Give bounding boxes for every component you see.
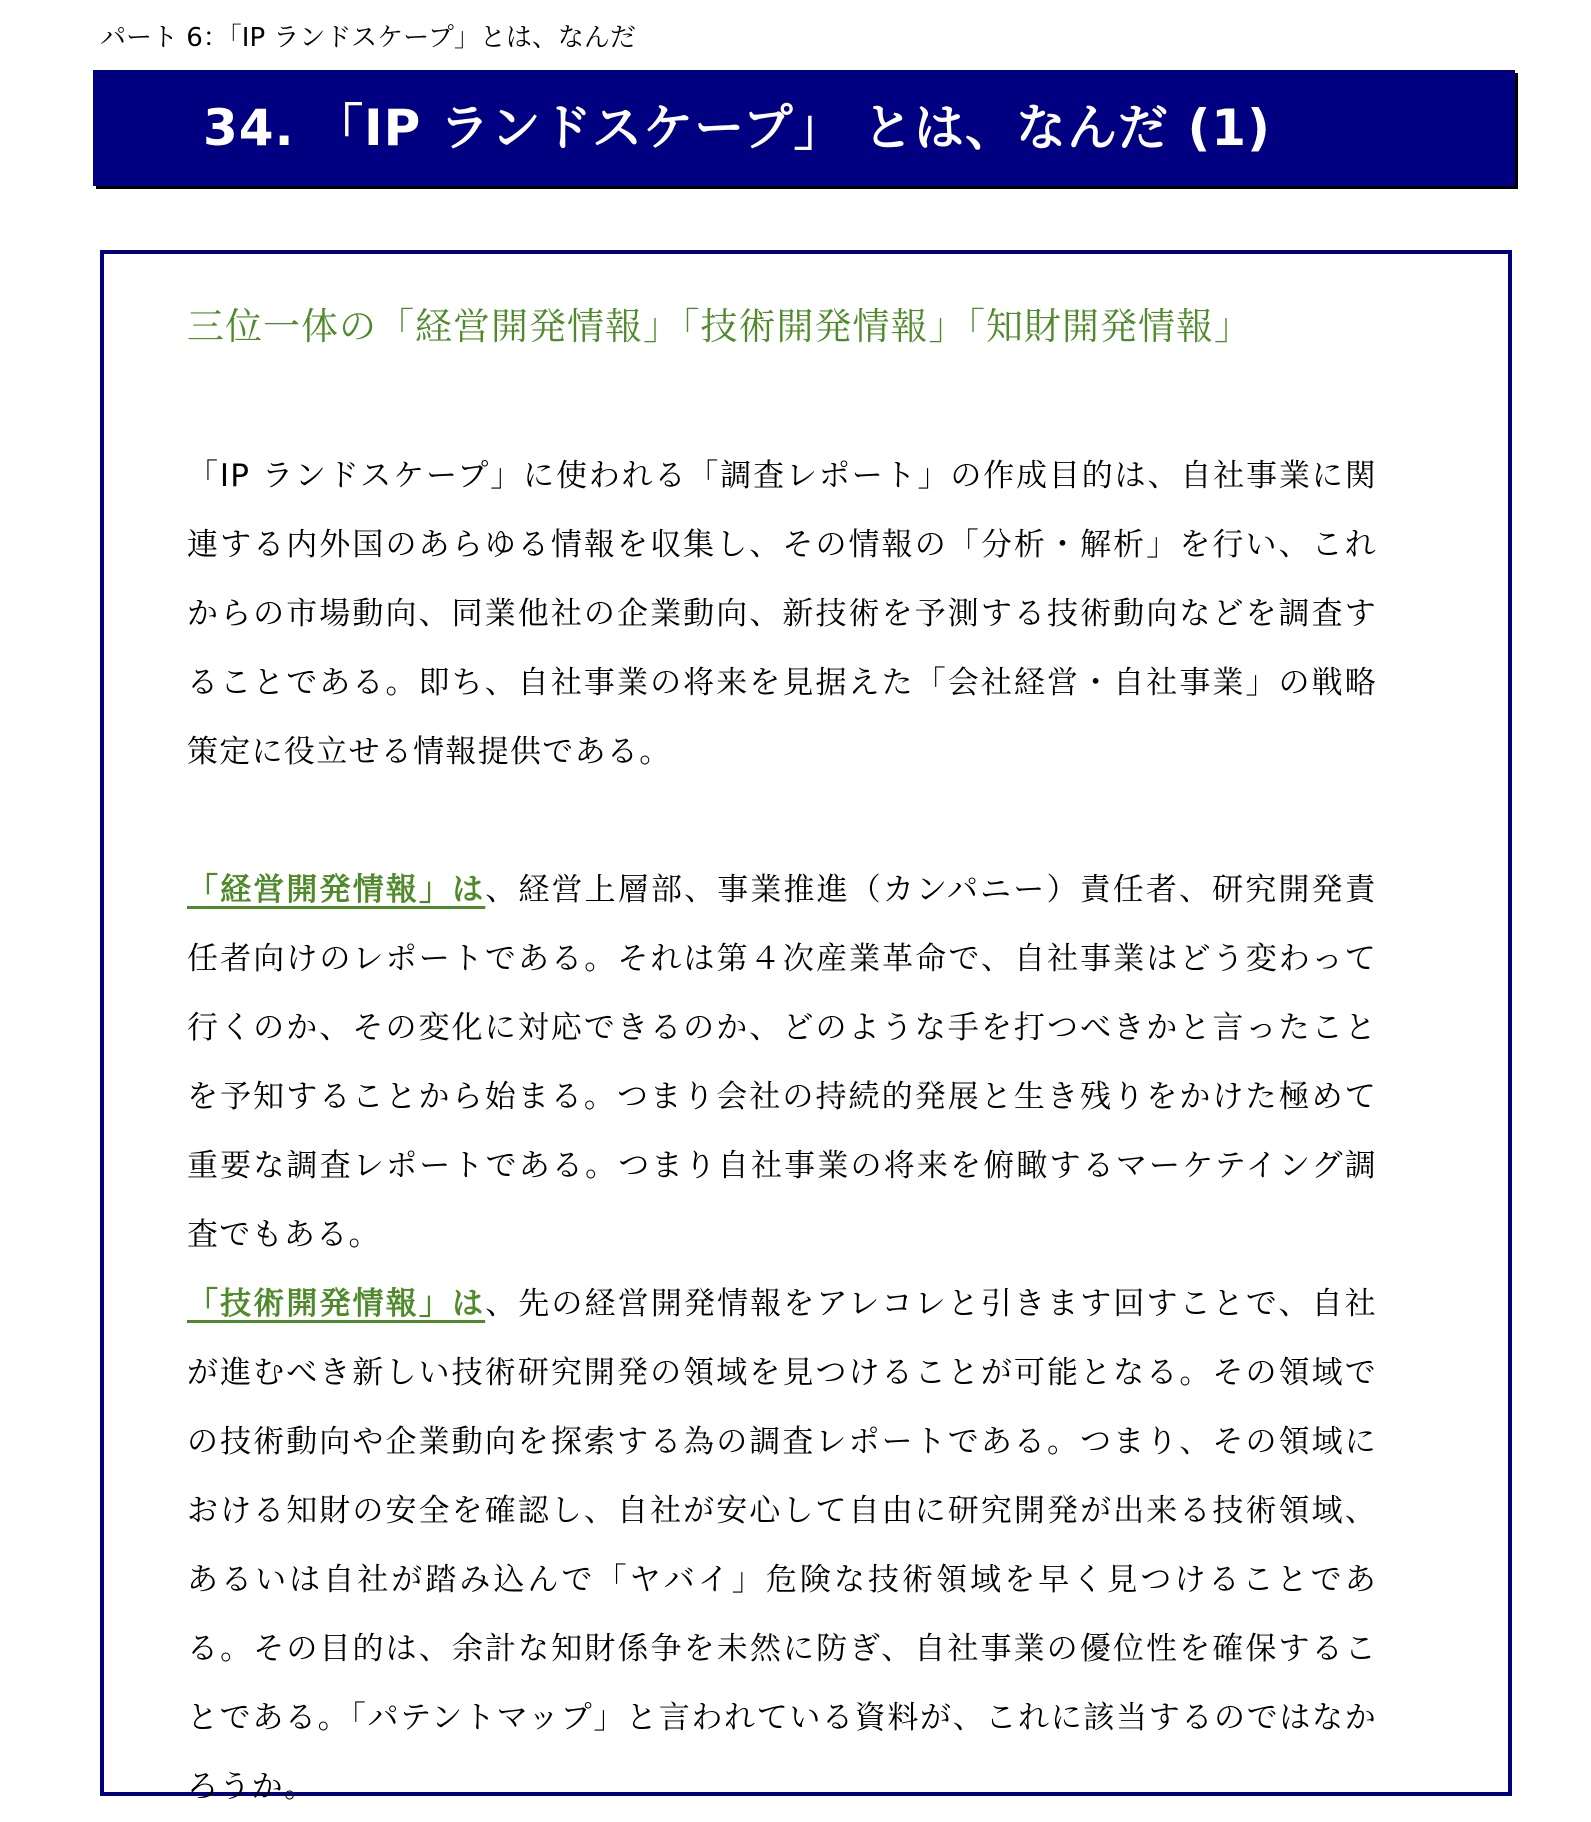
technology-info-body: 、先の経営開発情報をアレコレと引きます回すことで、自社が進むべき新しい技術研究開発の領域を見つけることが可能となる。その領域での技術動向や企業動向を探索する為の調査レポートである。つまり、その領域における知財の安全を確認し、自社が安心して自由に研究開発が出来る技術領域、あるいは自社が踏み込んで「ヤバイ」危険な技術領域を早く見つけることである。その目的は、余計な知財係争を未然に防ぎ、自社事業の優位性を確保することである。「パテントマップ」と言われている資料が、これに該当するのではなかろうか。 [187,1286,1377,1805]
content-box [100,250,1512,1805]
paragraph-management-info [187,856,1377,1270]
page-title: 34. 「IP ランドスケープ」 とは、なんだ (1) [203,99,1271,157]
management-info-body: 、経営上層部、事業推進（カンパニー）責任者、研究開発責任者向けのレポートである。それは第４次産業革命で、自社事業はどう変わって行くのか、その変化に対応できるのか、どのような手を打つべきかと言ったことを予知することから始まる。つまり会社の持続的発展と生き残りをかけた極めて重要な調査レポートである。つまり自社事業の将来を俯瞰するマーケテイング調査でもある。 [187,872,1377,1253]
paragraph-intro: 「IP ランドスケープ」に使われる「調査レポート」の作成目的は、自社事業に関連する内外国のあらゆる情報を収集し、その情報の「分析・解析」を行い、これからの市場動向、同業他社の企業動向、新技術を予測する技術動向などを調査することである。即ち、自社事業の将来を見据えた「会社経営・自社事業」の戦略策定に役立せる情報提供である。 [187,458,1377,770]
paragraph-technology-info [187,1270,1377,1822]
technology-info-lead: 「技術開発情報」は [187,1286,486,1322]
management-info-lead: 「経営開発情報」は [187,872,486,908]
section-heading: 三位一体の「経営開発情報」「技術開発情報」「知財開発情報」 [187,305,1252,348]
part-label: パート 6：「IP ランドスケープ」とは、なんだ [100,23,636,53]
title-banner [93,70,1515,186]
